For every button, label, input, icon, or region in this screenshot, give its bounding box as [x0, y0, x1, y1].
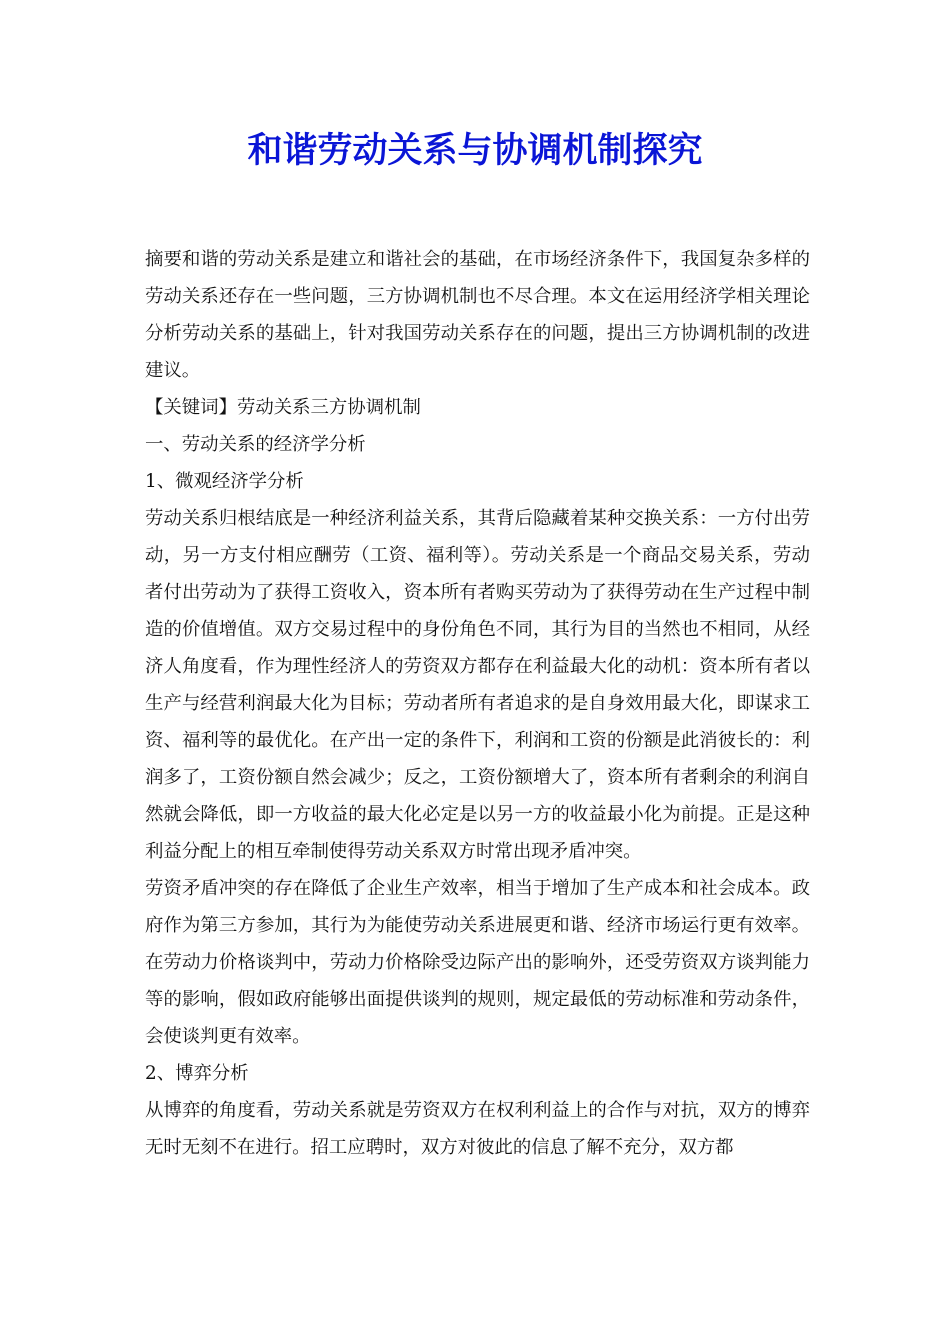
section-heading: 一、劳动关系的经济学分析 [145, 434, 366, 455]
body-paragraph: 从博弈的角度看，劳动关系就是劳资双方在权利利益上的合作与对抗，双方的博弈无时无刻不在进行。招工应聘时，双方对彼此的信息了解不充分，双方都 [145, 1100, 810, 1158]
document-title: 和谐劳动关系与协调机制探究 [247, 130, 703, 171]
body-paragraph: 劳资矛盾冲突的存在降低了企业生产效率，相当于增加了生产成本和社会成本。政府作为第三方参加，其行为为能使劳动关系进展更和谐、经济市场运行更有效率。在劳动力价格谈判中，劳动力价格除受边际产出的影响外，还受劳资双方谈判能力等的影响，假如政府能够出面提供谈判的规则，规定最低的劳动标准和劳动条件，会使谈判更有效率。 [145, 878, 810, 1047]
document-body [145, 241, 810, 1166]
subsection-heading: 1、微观经济学分析 [145, 471, 304, 492]
subsection-heading: 2、博弈分析 [145, 1063, 249, 1084]
body-paragraph: 劳动关系归根结底是一种经济利益关系，其背后隐藏着某种交换关系：一方付出劳动，另一方支付相应酬劳（工资、福利等）。劳动关系是一个商品交易关系，劳动者付出劳动为了获得工资收入，资本所有者购买劳动为了获得劳动在生产过程中制造的价值增值。双方交易过程中的身份角色不同，其行为目的当然也不相同，从经济人角度看，作为理性经济人的劳资双方都存在利益最大化的动机：资本所有者以生产与经营利润最大化为目标；劳动者所有者追求的是自身效用最大化，即谋求工资、福利等的最优化。在产出一定的条件下，利润和工资的份额是此消彼长的：利润多了，工资份额自然会减少；反之，工资份额增大了，资本所有者剩余的利润自然就会降低，即一方收益的最大化必定是以另一方的收益最小化为前提。正是这种利益分配上的相互牵制使得劳动关系双方时常出现矛盾冲突。 [145, 508, 810, 862]
abstract-paragraph: 摘要和谐的劳动关系是建立和谐社会的基础，在市场经济条件下，我国复杂多样的劳动关系还存在一些问题，三方协调机制也不尽合理。本文在运用经济学相关理论分析劳动关系的基础上，针对我国劳动关系存在的问题，提出三方协调机制的改进建议。 [145, 249, 810, 381]
keywords-line: 【关键词】劳动关系三方协调机制 [145, 397, 421, 418]
